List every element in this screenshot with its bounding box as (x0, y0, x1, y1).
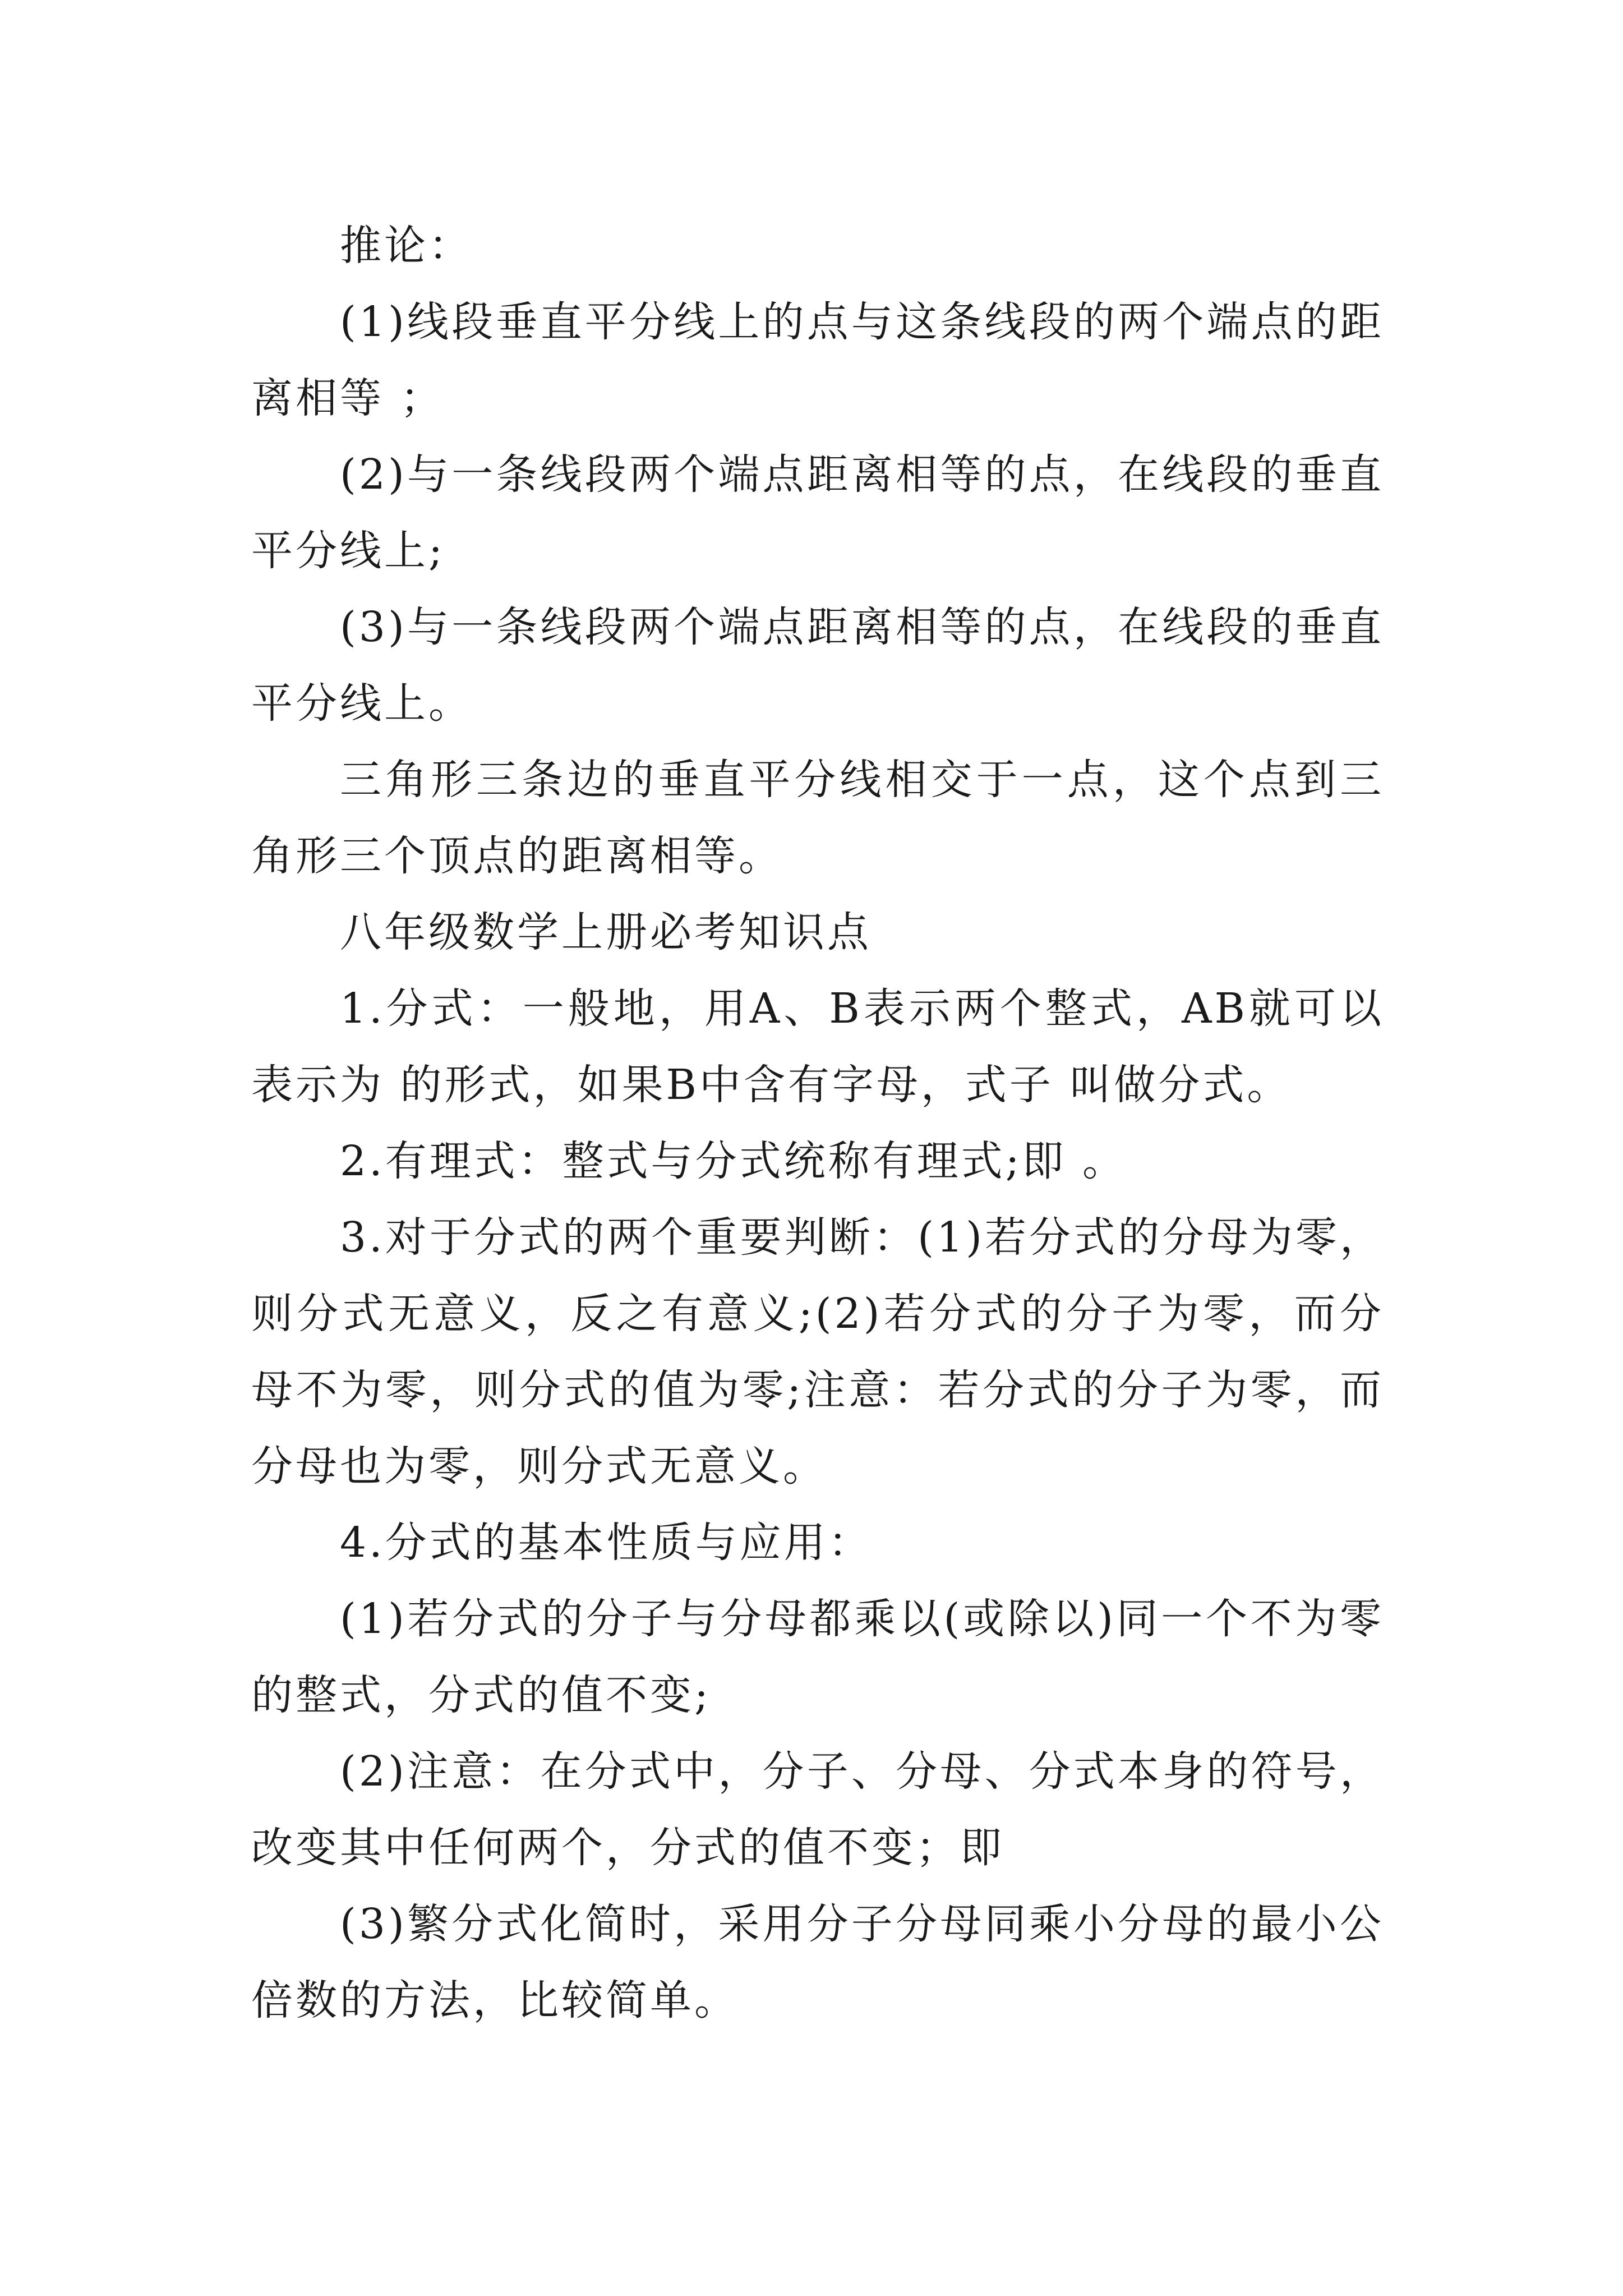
paragraph-point-4-1: (1)若分式的分子与分母都乘以(或除以)同一个不为零的整式，分式的值不变; (251, 1595, 1384, 1719)
paragraph-point-4-2: (2)注意：在分式中，分子、分母、分式本身的符号，改变其中任何两个，分式的值不变；即 (251, 1747, 1384, 1872)
paragraph-triangle-bisectors: 三角形三条边的垂直平分线相交于一点，这个点到三角形三个顶点的距离相等。 (251, 756, 1384, 880)
paragraph-inference-3: (3)与一条线段两个端点距离相等的点，在线段的垂直平分线上。 (251, 603, 1384, 728)
section-title: 八年级数学上册必考知识点 (340, 908, 872, 956)
paragraph-point-4: 4.分式的基本性质与应用： (340, 1519, 873, 1567)
paragraph-inference-1: (1)线段垂直平分线上的点与这条线段的两个端点的距离相等 ； (251, 298, 1384, 422)
paragraph-point-2: 2.有理式：整式与分式统称有理式;即 。 (340, 1137, 1127, 1185)
paragraph-point-3: 3.对于分式的两个重要判断：(1)若分式的分母为零，则分式无意义，反之有意义;(2)若分式的分子为零，而分母不为零，则分式的值为零;注意：若分式的分子为零，而分母也为零，则分式无意义。 (251, 1213, 1384, 1490)
paragraph-point-1: 1.分式：一般地，用A、B表示两个整式，AB就可以表示为 的形式，如果B中含有字母，式子 叫做分式。 (251, 984, 1384, 1109)
paragraph-inference-heading: 推论： (340, 222, 473, 270)
document-body (251, 208, 1384, 2039)
paragraph-point-4-3: (3)繁分式化简时，采用分子分母同乘小分母的最小公倍数的方法，比较简单。 (251, 1900, 1384, 2024)
paragraph-inference-2: (2)与一条线段两个端点距离相等的点，在线段的垂直平分线上; (251, 450, 1384, 575)
